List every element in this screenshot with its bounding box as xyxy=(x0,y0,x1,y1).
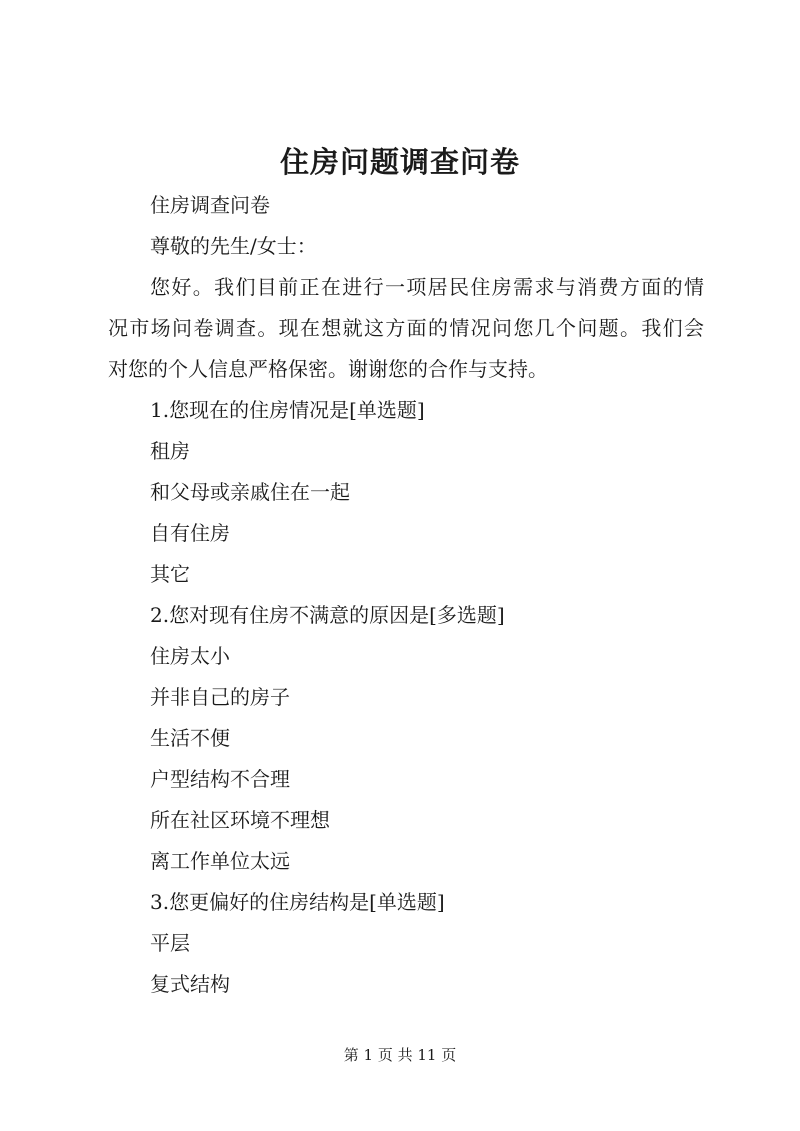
doc-heading: 住房调查问卷 xyxy=(150,193,270,217)
option-item: 生活不便 xyxy=(150,726,230,750)
option-item: 户型结构不合理 xyxy=(150,767,290,791)
intro-paragraph-line: 您好。我们目前正在进行一项居民住房需求与消费方面的情 xyxy=(150,275,704,299)
question-1: 1.您现在的住房情况是[单选题] xyxy=(150,398,425,422)
option-item: 离工作单位太远 xyxy=(150,849,290,873)
option-item: 租房 xyxy=(150,439,190,463)
page-number-footer: 第 1 页 共 11 页 xyxy=(343,1046,457,1064)
option-item: 其它 xyxy=(150,562,190,586)
question-2: 2.您对现有住房不满意的原因是[多选题] xyxy=(150,603,505,627)
intro-paragraph-line: 对您的个人信息严格保密。谢谢您的合作与支持。 xyxy=(108,357,548,381)
option-item: 所在社区环境不理想 xyxy=(150,808,330,832)
question-3: 3.您更偏好的住房结构是[单选题] xyxy=(150,890,445,914)
page-title: 住房问题调查问卷 xyxy=(279,145,520,179)
intro-paragraph-line: 况市场问卷调查。现在想就这方面的情况问您几个问题。我们会 xyxy=(108,316,704,340)
option-item: 自有住房 xyxy=(150,521,230,545)
option-item: 住房太小 xyxy=(150,644,230,668)
option-item: 和父母或亲戚住在一起 xyxy=(150,480,350,504)
option-item: 平层 xyxy=(150,931,190,955)
option-item: 并非自己的房子 xyxy=(150,685,290,709)
option-item: 复式结构 xyxy=(150,972,230,996)
document-body xyxy=(108,185,704,1005)
salutation: 尊敬的先生/女士： xyxy=(150,234,317,258)
